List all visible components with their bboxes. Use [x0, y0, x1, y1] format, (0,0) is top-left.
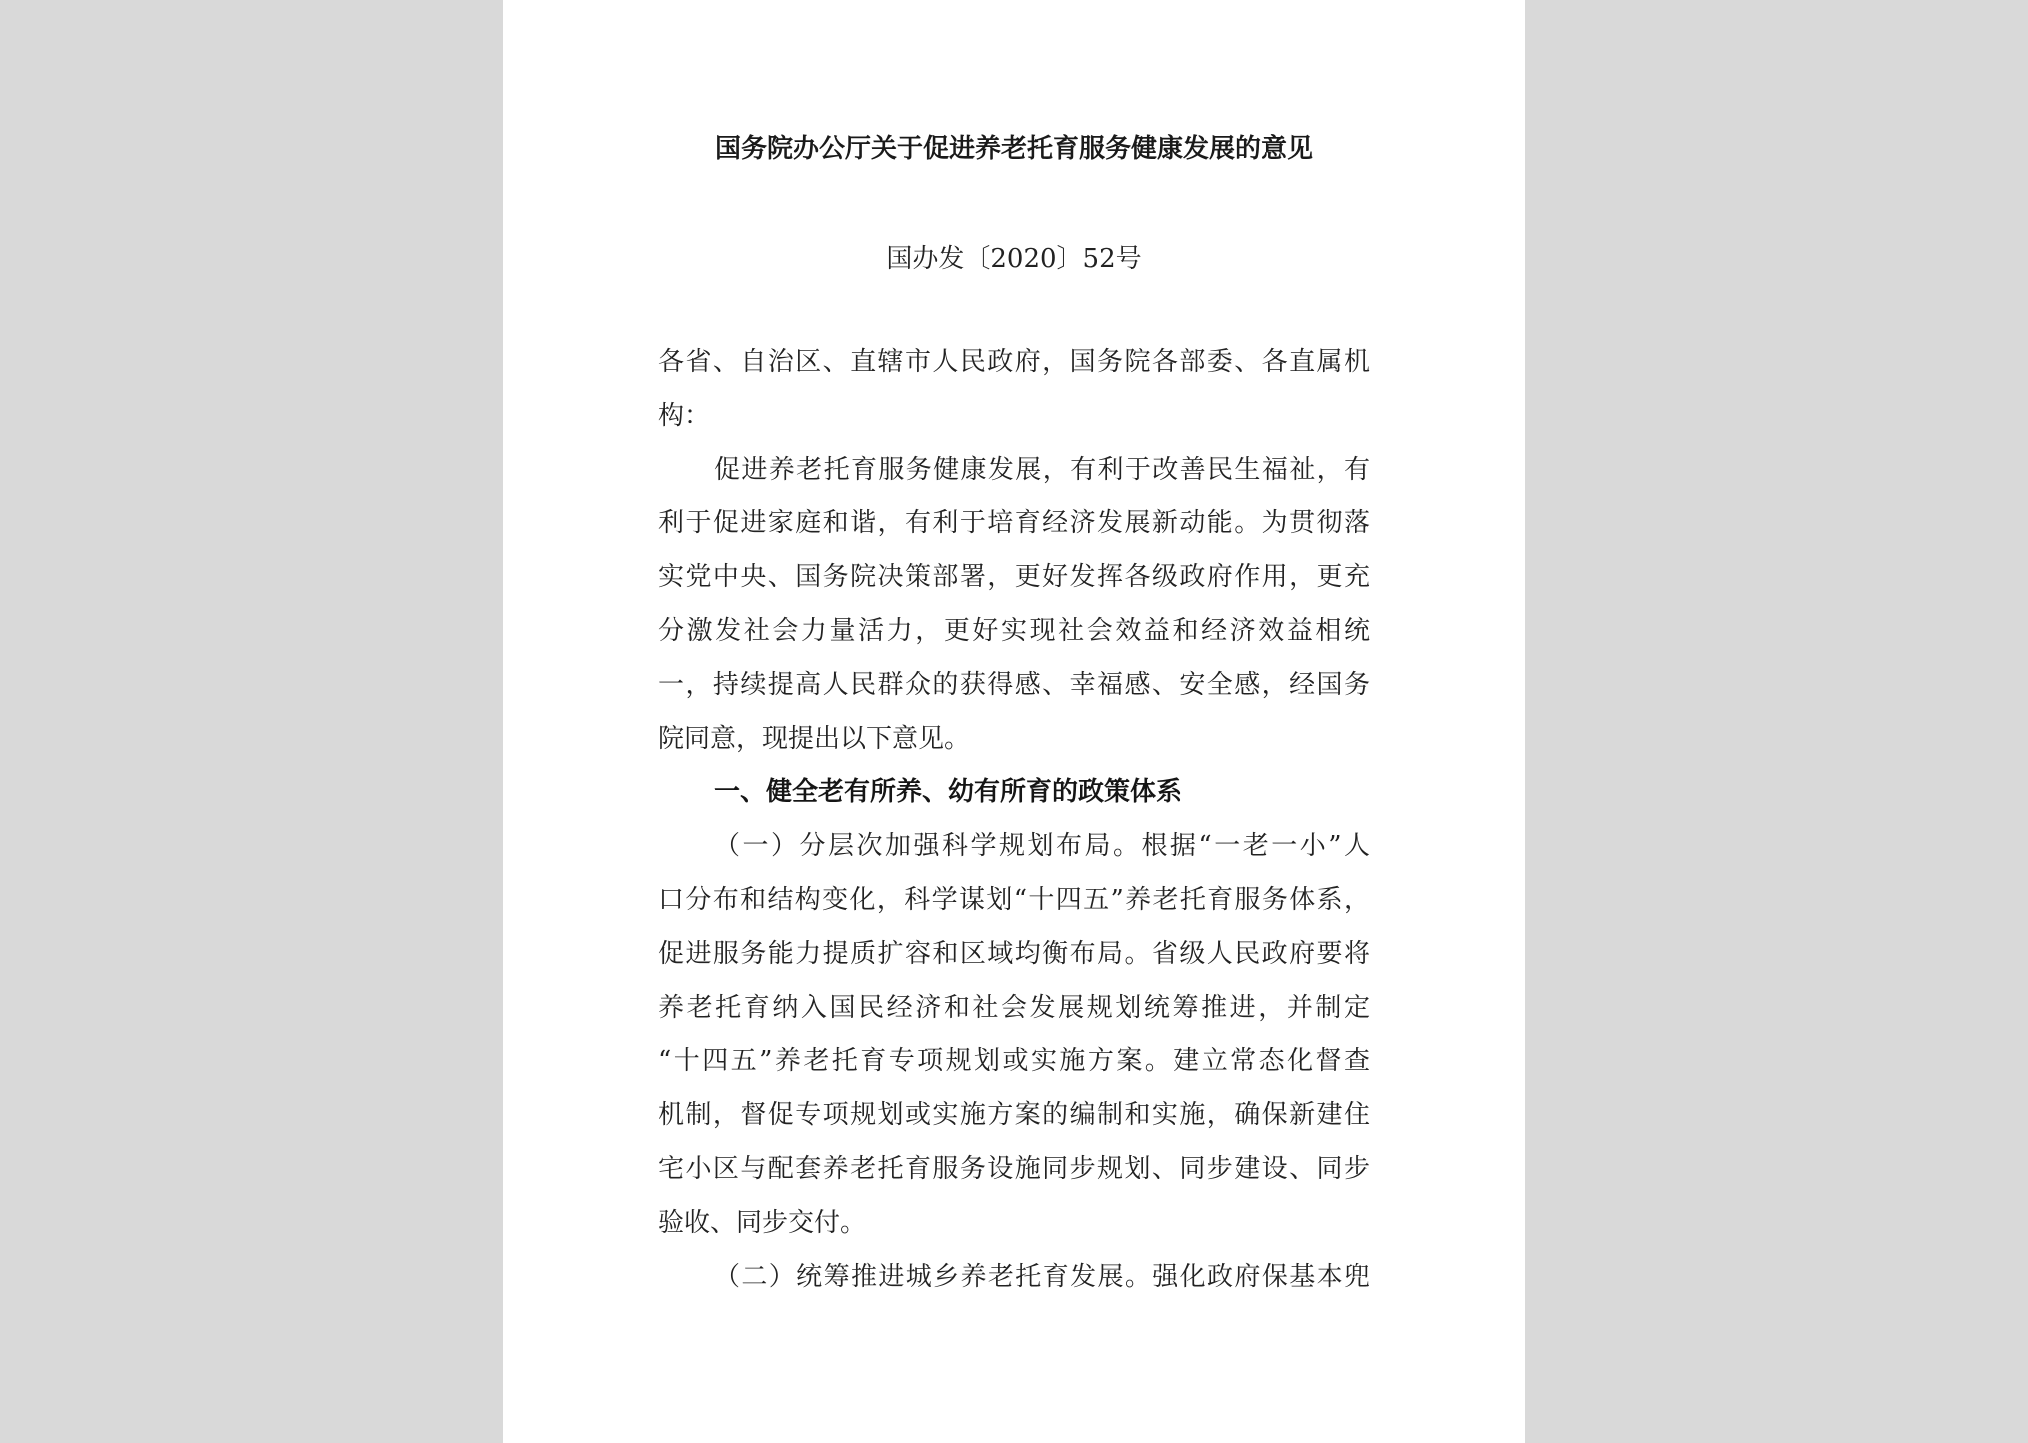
body-line-4: 利于促进家庭和谐，有利于培育经济发展新动能。为贯彻落 [658, 508, 1370, 538]
section-heading-1: 一、健全老有所养、幼有所育的政策体系 [714, 777, 1183, 807]
body-line-7: 一，持续提高人民群众的获得感、幸福感、安全感，经国务 [658, 670, 1370, 700]
body-line-17: 验收、同步交付。 [658, 1208, 867, 1238]
body-line-6: 分激发社会力量活力，更好实现社会效益和经济效益相统 [658, 616, 1370, 646]
body-line-15: 机制，督促专项规划或实施方案的编制和实施，确保新建住 [658, 1100, 1370, 1130]
body-line-1: 各省、自治区、直辖市人民政府，国务院各部委、各直属机 [658, 347, 1370, 377]
body-line-3: 促进养老托育服务健康发展，有利于改善民生福祉，有 [714, 455, 1370, 485]
body-line-18: （二）统筹推进城乡养老托育发展。强化政府保基本兜 [714, 1262, 1370, 1292]
body-line-16: 宅小区与配套养老托育服务设施同步规划、同步建设、同步 [658, 1154, 1370, 1184]
document-number: 国办发〔2020〕52号 [886, 244, 1142, 274]
body-line-10: （一）分层次加强科学规划布局。根据“一老一小”人 [714, 831, 1370, 861]
document-page [503, 0, 1525, 1443]
body-line-11: 口分布和结构变化，科学谋划“十四五”养老托育服务体系， [658, 885, 1370, 915]
body-line-14: “十四五”养老托育专项规划或实施方案。建立常态化督查 [658, 1046, 1370, 1076]
body-line-12: 促进服务能力提质扩容和区域均衡布局。省级人民政府要将 [658, 939, 1370, 969]
body-line-2: 构： [658, 401, 711, 431]
body-line-13: 养老托育纳入国民经济和社会发展规划统筹推进，并制定 [658, 993, 1370, 1023]
body-line-8: 院同意，现提出以下意见。 [658, 724, 971, 754]
document-title: 国务院办公厅关于促进养老托育服务健康发展的意见 [714, 134, 1313, 164]
body-line-5: 实党中央、国务院决策部署，更好发挥各级政府作用，更充 [658, 562, 1370, 592]
